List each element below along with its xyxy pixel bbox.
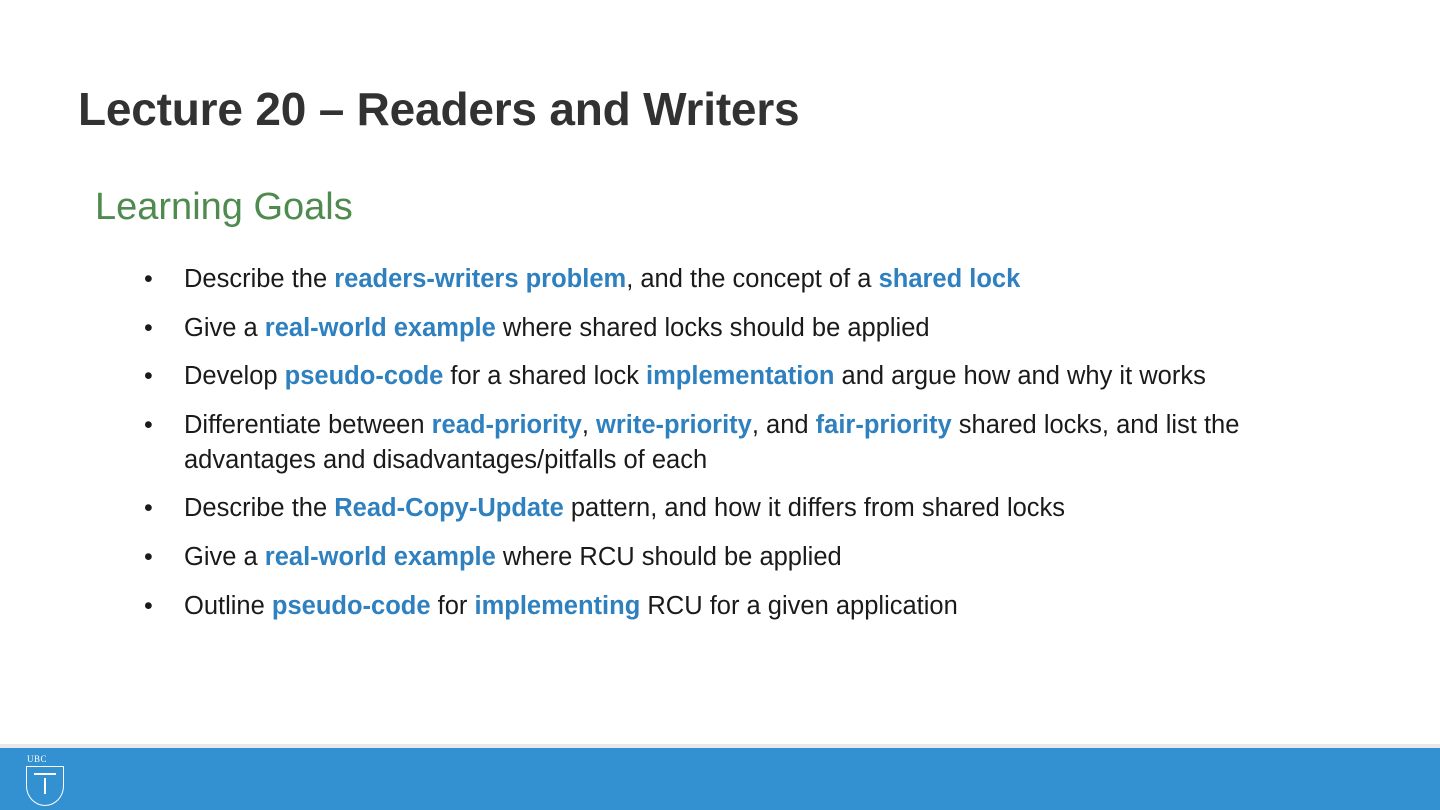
page-title: Lecture 20 – Readers and Writers (78, 83, 800, 135)
plain-text: , and (751, 411, 816, 440)
keyword-term: pseudo-code (284, 362, 444, 391)
keyword-term: Read-Copy-Update (334, 494, 564, 523)
bullet-marker-icon: • (144, 494, 153, 523)
keyword-term: real-world example (264, 543, 496, 572)
plain-text: , (581, 411, 596, 440)
keyword-term: shared lock (878, 265, 1021, 293)
list-item-text (184, 592, 958, 620)
plain-text: Outline (184, 591, 272, 620)
list-item (138, 491, 1368, 526)
plain-text: Develop (184, 362, 285, 391)
list-item (138, 311, 1368, 346)
section-heading: Learning Goals (95, 186, 353, 228)
plain-text: and argue how and why it works (834, 362, 1206, 391)
keyword-term: readers-writers problem (334, 265, 627, 293)
list-item-text (184, 411, 1239, 474)
bullet-marker-icon: • (144, 265, 153, 293)
list-item-text (184, 362, 1206, 390)
footer-bar (0, 748, 1440, 810)
list-item-text (184, 543, 842, 571)
list-item-text (184, 265, 1020, 293)
plain-text: where shared locks should be applied (495, 313, 930, 342)
plain-text: Give a (184, 543, 265, 572)
list-item (138, 540, 1368, 575)
plain-text: RCU for a given application (640, 591, 958, 620)
plain-text: for a shared lock (443, 362, 647, 391)
shield-icon (26, 766, 64, 806)
bullet-marker-icon: • (144, 411, 153, 440)
bullet-marker-icon: • (144, 543, 153, 572)
plain-text: Give a (184, 313, 265, 342)
list-item (138, 359, 1368, 394)
plain-text: shared locks, and list the advantages and disadvantages/pitfalls of each (184, 411, 1240, 474)
list-item (138, 589, 1368, 624)
plain-text: Differentiate between (184, 411, 432, 440)
keyword-term: pseudo-code (271, 591, 431, 620)
list-item (138, 262, 1368, 297)
plain-text: where RCU should be applied (495, 543, 842, 572)
list-item-text (184, 494, 1065, 522)
plain-text: , and the concept of a (626, 265, 879, 293)
keyword-term: real-world example (264, 313, 496, 342)
keyword-term: implementing (474, 591, 641, 620)
keyword-term: read-priority (431, 411, 582, 440)
list-item-text (184, 314, 930, 342)
learning-goals-list (138, 262, 1368, 637)
keyword-term: fair-priority (815, 411, 952, 440)
keyword-term: implementation (646, 362, 835, 391)
keyword-term: write-priority (595, 411, 752, 440)
ubc-logo-text: UBC (27, 754, 48, 764)
plain-text: for (430, 591, 475, 620)
plain-text: Describe the (184, 265, 335, 293)
bullet-marker-icon: • (144, 362, 153, 391)
list-item (138, 408, 1368, 477)
plain-text: Describe the (184, 494, 335, 523)
plain-text: pattern, and how it differs from shared locks (563, 494, 1066, 523)
ubc-logo-icon (24, 752, 70, 808)
bullet-marker-icon: • (144, 591, 153, 620)
bullet-marker-icon: • (144, 313, 153, 342)
